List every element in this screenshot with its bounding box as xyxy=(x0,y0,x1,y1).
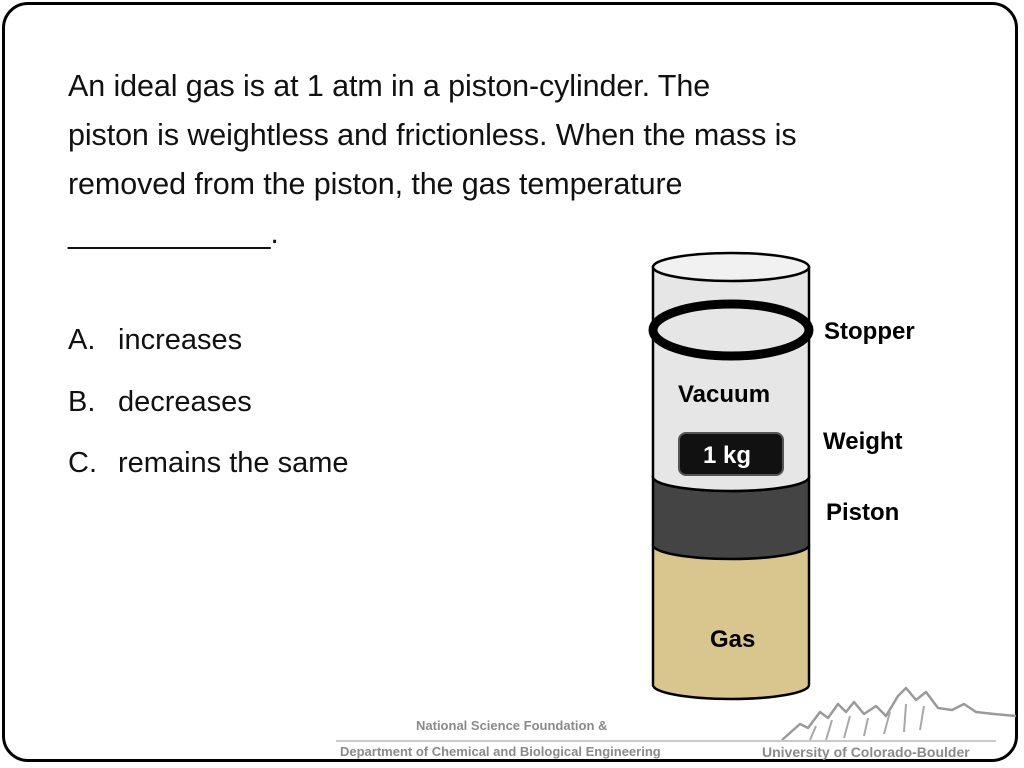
footer-university: University of Colorado-Boulder xyxy=(762,744,970,760)
option-b-text: decreases xyxy=(118,385,252,418)
gas-region xyxy=(653,545,809,699)
option-a[interactable] xyxy=(68,324,349,386)
question-blank: ____________. xyxy=(68,216,279,250)
option-c-letter: C. xyxy=(68,447,97,479)
piston-cylinder-diagram xyxy=(640,230,980,710)
question-line-1: An ideal gas is at 1 atm in a piston-cylinder. The xyxy=(68,69,711,103)
option-a-text: increases xyxy=(118,324,243,356)
footer-divider xyxy=(336,740,996,742)
answer-options xyxy=(68,324,349,509)
option-b-letter: B. xyxy=(68,385,96,418)
option-a-letter: A. xyxy=(68,324,96,356)
option-b[interactable] xyxy=(68,386,349,448)
cylinder-top-rim xyxy=(653,253,809,281)
gas-label: Gas xyxy=(710,626,756,653)
question-text xyxy=(68,62,968,258)
cylinder-svg xyxy=(640,230,980,710)
footer-nsf: National Science Foundation & xyxy=(416,718,608,733)
option-c-text: remains the same xyxy=(118,447,349,479)
footer-department: Department of Chemical and Biological Engineering xyxy=(340,744,661,759)
vacuum-label: Vacuum xyxy=(678,381,771,408)
option-c[interactable] xyxy=(68,447,349,509)
piston-label: Piston xyxy=(826,499,900,526)
weight-mass-label: 1 kg xyxy=(703,442,752,469)
question-line-3: removed from the piston, the gas temperature xyxy=(68,167,683,201)
weight-label: Weight xyxy=(823,428,903,455)
question-line-2: piston is weightless and frictionless. When the mass is xyxy=(68,118,797,152)
stopper-label: Stopper xyxy=(824,318,915,345)
mountain-logo-icon xyxy=(780,682,1020,742)
